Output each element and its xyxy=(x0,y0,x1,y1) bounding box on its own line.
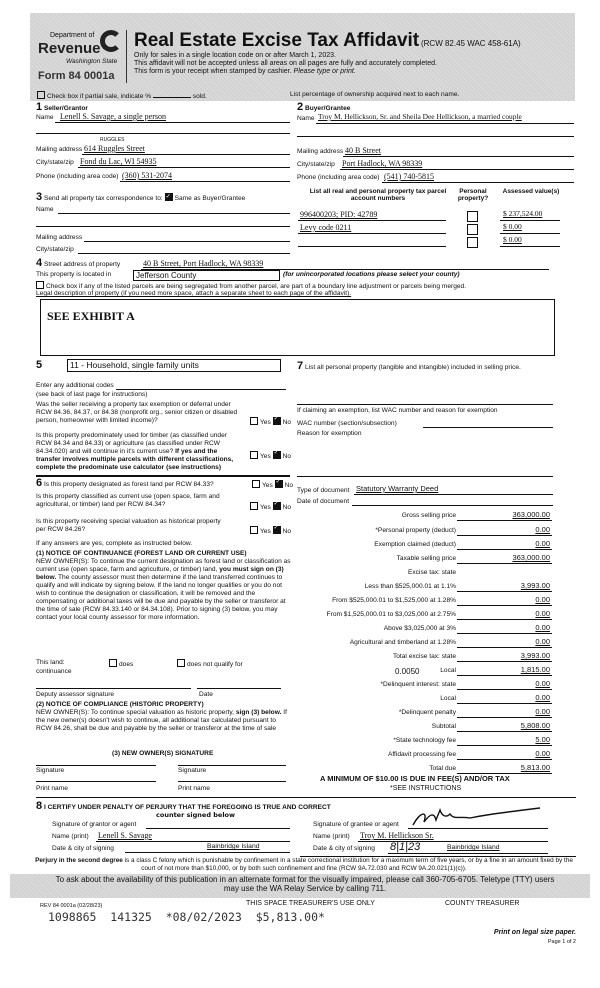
timber-question-bold: If yes and the transfer involves multiple parcels with different classifications, complete the predominate use calculator (see instructions) xyxy=(36,448,234,472)
personal-property-checkbox[interactable] xyxy=(467,237,478,248)
header-line3-italic: Please type or print. xyxy=(293,68,356,75)
yes-label: Yes xyxy=(260,419,271,426)
no-checkbox[interactable] xyxy=(273,417,281,425)
wac-label: WAC number (section/subsection) xyxy=(297,420,397,427)
line xyxy=(457,703,552,704)
line xyxy=(125,852,290,853)
tax-row-value[interactable]: 363,000.00 xyxy=(512,510,550,519)
property-street-field[interactable]: 40 B Street, Port Hadlock, WA 98339 xyxy=(143,259,264,268)
line xyxy=(298,233,446,234)
county-select[interactable]: Jefferson County xyxy=(133,270,280,281)
grantor-date-label: Date & city of signing xyxy=(52,845,114,852)
tax-row-value[interactable]: 3,993.00 xyxy=(520,651,550,660)
forest-question-row xyxy=(36,478,214,490)
yes-label: Yes xyxy=(260,528,271,535)
tax-row-label: *Personal property (deduct) xyxy=(375,527,456,534)
line xyxy=(457,535,552,536)
ownership-note: List percentage of ownership acquired next to each name. xyxy=(290,91,460,98)
see-instructions: *SEE INSTRUCTIONS xyxy=(390,785,462,792)
tax-row-value[interactable]: 0.00 xyxy=(535,595,550,604)
tax-row-label: Local xyxy=(440,695,456,702)
deputy-signature-label: Deputy assessor signature xyxy=(36,691,115,698)
line xyxy=(457,520,552,521)
line xyxy=(36,133,290,134)
line xyxy=(457,605,552,606)
no-checkbox[interactable] xyxy=(273,451,281,459)
page-number: Page 1 of 2 xyxy=(547,939,576,945)
parcel-account-field[interactable]: Levy code 0211 xyxy=(300,223,352,232)
line xyxy=(457,549,552,550)
use-code-select[interactable]: 11 - Household, single family units xyxy=(67,359,281,372)
grantor-signature-label: Signature of grantor or agent xyxy=(52,821,137,828)
line xyxy=(500,246,560,247)
line xyxy=(78,167,290,168)
owner-signature-input[interactable] xyxy=(36,765,156,766)
seller-mailing-correction: RUGGLES xyxy=(100,137,125,143)
tax-row-label: Less than $525,000.01 at 1.1% xyxy=(364,583,456,590)
exemption-label: If claiming an exemption, list WAC number and reason for exemption xyxy=(297,407,498,414)
parcel-personal-property xyxy=(467,211,480,224)
wac-input[interactable] xyxy=(423,427,553,428)
dept-line1: Department of xyxy=(50,32,95,39)
same-as-buyer-checkbox[interactable] xyxy=(165,193,173,201)
no-label: No xyxy=(284,482,294,489)
county-note: (for unincorporated locations please select your county) xyxy=(283,271,460,278)
grantor-name-field[interactable]: Lenell S. Savage xyxy=(98,831,152,840)
header-line2: This affidavit will not be accepted unless all areas on all pages are fully and accurately completed. xyxy=(134,60,437,67)
line xyxy=(358,841,548,842)
minimum-due-note: A MINIMUM OF $10.00 IS DUE IN FEE(S) AND/OR TAX xyxy=(320,774,510,783)
tax-row-value[interactable]: 0.00 xyxy=(535,693,550,702)
tax-row-value[interactable]: 5,808.00 xyxy=(520,721,550,730)
yes-label: Yes xyxy=(260,504,271,511)
corr-name-input[interactable] xyxy=(58,213,290,214)
form-title: Real Estate Excise Tax Affidavit xyxy=(134,30,420,51)
tax-row-label: *Delinquent interest: state xyxy=(380,681,456,688)
grantee-date-label: Date & city of signing xyxy=(313,845,375,852)
line xyxy=(298,220,446,221)
partial-sale-row xyxy=(37,91,207,101)
line xyxy=(457,731,552,732)
tax-row-value[interactable]: 0.00 xyxy=(535,525,550,534)
same-as-buyer-label: Same as Buyer/Grantee xyxy=(174,195,246,202)
dor-logo-icon xyxy=(100,30,122,52)
counter-signed-note: counter signed below xyxy=(156,811,236,819)
parcel-account-field[interactable]: 996400203; PID: 42789 xyxy=(300,210,378,219)
seller-phone-field[interactable]: (360) 531-2074 xyxy=(122,171,172,180)
line xyxy=(388,853,548,854)
deputy-date-label: Date xyxy=(199,691,213,698)
tax-row-value[interactable]: 0.00 xyxy=(535,637,550,646)
line xyxy=(500,233,560,234)
does-checkbox[interactable] xyxy=(109,659,117,667)
additional-codes-input[interactable] xyxy=(116,389,286,390)
section-number: 3 xyxy=(36,191,43,203)
no-label: No xyxy=(282,504,292,511)
seller-mailing-field[interactable]: 614 Ruggles Street xyxy=(84,144,145,153)
print-name-label: Print name xyxy=(36,785,68,792)
accessibility-note: To ask about the availability of this publication in an alternate format for the visually impaired, please call 360-705-6705. Teletype (TTY) users may use the WA Relay Service by calling 711. xyxy=(55,875,555,893)
header-line1: Only for sales in a single location code on or after March 1, 2023. xyxy=(134,52,336,59)
new-owner-signature-title: (3) NEW OWNER(S) SIGNATURE xyxy=(112,750,214,757)
reason-label: Reason for exemption xyxy=(297,430,362,437)
header-line3: This form is your receipt when stamped by cashier. xyxy=(134,68,292,75)
this-land-label: This land: xyxy=(36,659,65,666)
seller-mailing-label: Mailing address xyxy=(36,146,83,153)
corr-city-label: City/state/zip xyxy=(36,246,74,253)
certify-text: I CERTIFY UNDER PENALTY OF PERJURY THAT THE FOREGOING IS TRUE AND CORRECT xyxy=(43,804,331,811)
tax-row-value[interactable]: 0.00 xyxy=(535,749,550,758)
legal-description-label: Legal description of property (if you need more space, attach a separate sheet to each page of the affidavit). xyxy=(36,290,352,297)
tax-row-label: From $525,000.01 to $1,525,000 at 1.28% xyxy=(332,597,456,604)
timber-question xyxy=(36,432,241,472)
seller-heading-label: Seller/Grantor xyxy=(43,105,88,112)
yes-checkbox[interactable] xyxy=(250,417,258,425)
grantee-name-label: Name (print) xyxy=(313,833,350,840)
line xyxy=(82,154,290,155)
perjury-text: is a class C felony which is punishable by confinement in a state correctional institution for a maximum term of five years, or by a fine in an amount fixed by the court of not more than $10,000, or by both such confinement and fine (RCW 9A.72.030 and RCW 9A.20.021(1)(c)). xyxy=(124,857,573,872)
personal-property-input[interactable] xyxy=(297,404,553,405)
seller-name-field[interactable]: Lenell S. Savage, a single person xyxy=(60,112,166,121)
line xyxy=(457,675,552,676)
tax-row-label: Total excise tax: state xyxy=(392,653,456,660)
tax-row-label: *State technology fee xyxy=(393,737,456,744)
line xyxy=(457,591,552,592)
notice-continuance-text xyxy=(36,558,292,622)
perjury-notice xyxy=(30,857,578,873)
deputy-date-input[interactable] xyxy=(197,688,281,689)
corr-mailing-input[interactable] xyxy=(84,241,290,242)
grantee-name-field[interactable]: Troy M. Hellickson Sr. xyxy=(360,831,434,840)
line xyxy=(96,841,290,842)
line xyxy=(316,123,574,124)
revision-label: REV 84 0001a (02/28/23) xyxy=(40,903,103,909)
personal-property-label: List all personal property (tangible and intangible) included in selling price. xyxy=(304,364,521,371)
no-checkbox[interactable] xyxy=(273,502,281,510)
owner-print-name-input[interactable] xyxy=(178,781,286,782)
tax-row-value[interactable]: 0.00 xyxy=(535,539,550,548)
additional-codes-label: Enter any additional codes xyxy=(36,382,114,389)
partial-sale-label: Check box if partial sale, indicate % xyxy=(47,93,152,100)
line xyxy=(120,181,290,182)
tax-row-value[interactable]: 1,815.00 xyxy=(520,665,550,674)
tax-row-value[interactable]: 3,993.00 xyxy=(520,581,550,590)
treasurer-use-label: THIS SPACE TREASURER'S USE ONLY xyxy=(246,900,375,907)
notice-bold: sign (3) below. xyxy=(235,709,282,716)
tax-row-label: Local xyxy=(440,667,456,674)
does-not-label: does not qualify for xyxy=(187,661,243,668)
legal-description-box[interactable] xyxy=(40,299,555,356)
grantee-date-field[interactable]: 8|1|23 xyxy=(390,841,421,853)
line xyxy=(55,122,290,123)
line xyxy=(457,759,552,760)
property-street-row xyxy=(36,258,120,270)
perjury-bold: Perjury in the second degree xyxy=(35,857,123,864)
doc-type-field[interactable]: Statutory Warranty Deed xyxy=(356,484,439,493)
form-number: Form 84 0001a xyxy=(38,70,115,82)
yes-checkbox[interactable] xyxy=(250,526,258,534)
grantor-name-label: Name (print) xyxy=(52,833,89,840)
reason-input[interactable] xyxy=(297,476,553,477)
tax-row-value[interactable]: 0.00 xyxy=(535,707,550,716)
line xyxy=(457,717,552,718)
tax-row-value[interactable]: 0.00 xyxy=(535,609,550,618)
receipt-stamp: 1098865 141325 *08/02/2023 $5,813.00* xyxy=(48,910,325,924)
doc-date-label: Date of document xyxy=(297,498,350,505)
print-name-label: Print name xyxy=(178,785,210,792)
seller-city-label: City/state/zip xyxy=(36,159,74,166)
does-label: does xyxy=(119,661,134,668)
owner-signature-input[interactable] xyxy=(178,765,286,766)
tax-row-value[interactable]: 5.00 xyxy=(535,735,550,744)
line xyxy=(343,156,574,157)
section-number: 2 xyxy=(297,101,304,113)
grantor-signature-input[interactable] xyxy=(146,828,290,829)
partial-sale-suffix: sold. xyxy=(192,93,207,100)
parcel-personal-property xyxy=(467,237,480,250)
parcel-assessed-field[interactable]: $ 0.00 xyxy=(503,235,522,244)
section-number: 7 xyxy=(297,360,304,372)
parcel-assessed-field[interactable]: $ 0.00 xyxy=(503,222,522,231)
divider xyxy=(36,475,290,477)
line xyxy=(457,647,552,648)
tax-row-label: Subtotal xyxy=(431,723,456,730)
tax-row-label: Agricultural and timberland at 1.28% xyxy=(349,639,456,646)
tax-row-label: Gross selling price xyxy=(401,512,456,519)
grantee-signature-image xyxy=(410,806,545,828)
notice-continuance-title: (1) NOTICE OF CONTINUANCE (FOREST LAND OR CURRENT USE) xyxy=(36,550,247,557)
buyer-mailing-field[interactable]: 40 B Street xyxy=(345,146,381,155)
line xyxy=(457,689,552,690)
current-use-question: Is this property classified as current use (open space, farm and agricultural, or timber) land per RCW 84.34? xyxy=(36,493,220,509)
notice-compliance-title: (2) NOTICE OF COMPLIANCE (HISTORIC PROPERTY) xyxy=(36,701,204,708)
parcel-header-personal: Personal property? xyxy=(457,188,489,203)
divider xyxy=(36,797,576,798)
parcel-header-assessed: Assessed value(s) xyxy=(502,188,560,195)
forest-yes-no xyxy=(252,480,293,490)
county-treasurer-label: COUNTY TREASURER xyxy=(445,900,520,907)
legal-description-text: SEE EXHIBIT A xyxy=(47,309,135,323)
form-title-ref: (RCW 82.45 WAC 458-61A) xyxy=(420,39,521,48)
line xyxy=(340,169,574,170)
header-divider xyxy=(126,30,127,83)
parcel-personal-property xyxy=(467,224,480,237)
notice-bold: you must sign on (3) below. xyxy=(36,566,284,582)
buyer-heading-label: Buyer/Grantee xyxy=(304,105,351,112)
does-option xyxy=(109,659,133,669)
form-title-wrap xyxy=(134,31,521,54)
line xyxy=(297,136,574,137)
tax-row-label: Total due xyxy=(429,765,456,772)
partial-sale-checkbox[interactable] xyxy=(37,91,45,99)
tax-row-label: Affidavit processing fee xyxy=(387,751,456,758)
corr-mailing-label: Mailing address xyxy=(36,234,83,241)
notice-text: NEW OWNER(S): To continue the current designation as forest land or classification as current use (open space, farm and agriculture, or timber) land, xyxy=(36,558,291,574)
section-number: 4 xyxy=(36,257,43,269)
line xyxy=(500,220,560,221)
seller-phone-label: Phone (including area code) xyxy=(36,173,119,180)
tax-row-label: From $1,525,000.01 to $3,025,000 at 2.75% xyxy=(326,611,456,618)
timber-question-text: Is this property predominately used for timber (as classified under RCW 84.34 and 84.33) or agriculture (as classified under RCW 84.34.020) and will continue in it's current use? xyxy=(36,432,227,456)
correspondence-label: Send all property tax correspondence to: xyxy=(43,195,163,202)
buyer-phone-field[interactable]: (541) 740-5815 xyxy=(384,172,434,181)
owner-print-name-input[interactable] xyxy=(36,781,156,782)
buyer-city-label: City/state/zip xyxy=(297,161,335,168)
dept-line3: Washington State xyxy=(66,58,118,65)
segregated-label: Check box if any of the listed parcels are being segregated from another parcel, are part of a boundary line adjustment or parcels being merged. xyxy=(46,283,467,290)
correspondence-row xyxy=(36,192,245,204)
seller-name-label: Name xyxy=(36,114,54,121)
does-not-checkbox[interactable] xyxy=(177,659,185,667)
corr-city-input[interactable] xyxy=(78,253,290,254)
grantor-city-field[interactable]: Bainbridge Island xyxy=(207,843,260,850)
continuance-label: continuance xyxy=(36,668,72,675)
tax-row-value[interactable]: 0.00 xyxy=(535,679,550,688)
yes-checkbox[interactable] xyxy=(252,480,260,488)
segregated-checkbox[interactable] xyxy=(36,281,44,289)
notice-compliance-text xyxy=(36,709,292,733)
doc-date-input[interactable] xyxy=(352,505,553,506)
tax-row-value[interactable]: 363,000.00 xyxy=(512,553,550,562)
exemption-yes-no xyxy=(250,417,291,427)
section-number: 8 xyxy=(36,800,43,812)
buyer-name-label: Name xyxy=(297,115,315,122)
line xyxy=(298,246,446,247)
print-legal-note: Print on legal size paper. xyxy=(493,929,576,936)
forest-question: Is this property designated as forest land per RCW 84.33? xyxy=(43,481,214,488)
property-street-label: Street address of property xyxy=(43,261,121,268)
dept-logo-text: Revenue xyxy=(38,40,101,57)
yes-label: Yes xyxy=(260,453,271,460)
line xyxy=(457,563,552,564)
grantee-city-field[interactable]: Bainbridge Island xyxy=(447,844,500,851)
parcel-assessed-field[interactable]: $ 237,524.00 xyxy=(503,209,543,218)
line xyxy=(457,661,552,662)
deputy-signature-input[interactable] xyxy=(36,688,191,689)
no-label: No xyxy=(282,419,292,426)
tax-row-label: Exemption claimed (deduct) xyxy=(374,541,456,548)
additional-codes-note: (see back of last page for instructions) xyxy=(36,391,148,398)
property-located-label: This property is located in xyxy=(36,271,112,278)
notice-text: If the new owner(s) doesn't wish to continue, all additional tax calculated pursuant to RCW 84.26, shall be due and payable by the seller or transferor at the time of sale xyxy=(36,709,287,733)
yes-checkbox[interactable] xyxy=(250,502,258,510)
line xyxy=(382,182,574,183)
line xyxy=(457,745,552,746)
section-number: 1 xyxy=(36,101,43,113)
timber-yes-no xyxy=(250,451,291,461)
signature-label: Signature xyxy=(36,767,65,774)
yes-checkbox[interactable] xyxy=(250,451,258,459)
doc-type-label: Type of document xyxy=(297,487,350,494)
notice-text: The county assessor must then determine if the land transferred continues to qualify and will indicate by signing below. If the land no longer qualifies or you do not wish to continue the designation or classification, it will be removed and the compensating or additional taxes will be due and payable by the seller or transferor at the time of sale (RCW 84.33.140 or 84.34.108). Prior to signing (3) below, you may contact your local county assessor for more information. xyxy=(36,574,286,622)
line xyxy=(354,494,553,495)
tax-row-value[interactable]: 5,813.00 xyxy=(520,763,550,772)
grantee-signature-label: Signature of grantee or agent xyxy=(313,821,399,828)
personal-property-checkbox[interactable] xyxy=(467,224,478,235)
personal-property-row xyxy=(297,360,552,373)
line xyxy=(408,828,548,829)
buyer-city-field[interactable]: Port Hadlock, WA 98339 xyxy=(342,159,423,168)
tax-row-label: Excise tax: state xyxy=(407,569,456,576)
tax-row-value[interactable]: 0.00 xyxy=(535,623,550,632)
yes-label: Yes xyxy=(262,482,273,489)
signature-label: Signature xyxy=(178,767,207,774)
if-yes-note: If any answers are yes, complete as instructed below. xyxy=(36,540,193,547)
corr-name-label: Name xyxy=(36,206,54,213)
personal-property-checkbox[interactable] xyxy=(467,211,478,222)
historical-question: Is this property receiving special valuation as historical property per RCW 84.26? xyxy=(36,518,221,534)
line xyxy=(36,226,290,227)
notice-text: NEW OWNER(S): To continue special valuation as historic property, xyxy=(36,709,235,716)
buyer-mailing-label: Mailing address xyxy=(297,148,344,155)
header-line3-wrap xyxy=(134,68,356,76)
section-number: 5 xyxy=(36,359,43,371)
tax-row-label: *Delinquent penalty xyxy=(398,709,456,716)
no-label: No xyxy=(282,528,292,535)
buyer-name-field[interactable]: Troy M. Hellickson, Sr. and Sheila Dee Hellickson, a married couple xyxy=(318,112,522,121)
seller-city-field[interactable]: Fond du Lac, WI 54935 xyxy=(80,157,157,166)
no-checkbox[interactable] xyxy=(275,480,283,488)
local-rate: 0.0050 xyxy=(395,667,420,676)
tax-row-label: Taxable selling price xyxy=(396,555,456,562)
no-checkbox[interactable] xyxy=(273,526,281,534)
partial-sale-percent-input[interactable] xyxy=(153,97,191,98)
exemption-question: Was the seller receiving a property tax exemption or deferral under RCW 84.36, 84.37, or 84.38 (nonprofit org., senior citizen or disabled person, homeowner with limited income)? xyxy=(36,401,238,425)
historical-yes-no xyxy=(250,526,291,536)
parcel-header-accounts: List all real and personal property tax parcel account numbers xyxy=(309,188,447,203)
buyer-phone-label: Phone (including area code) xyxy=(297,174,380,181)
line xyxy=(457,633,552,634)
section-number: 6 xyxy=(36,477,43,489)
tax-row-label: Above $3,025,000 at 3% xyxy=(383,625,456,632)
current-use-yes-no xyxy=(250,502,291,512)
does-not-option xyxy=(177,659,243,669)
no-label: No xyxy=(282,453,292,460)
line xyxy=(457,619,552,620)
